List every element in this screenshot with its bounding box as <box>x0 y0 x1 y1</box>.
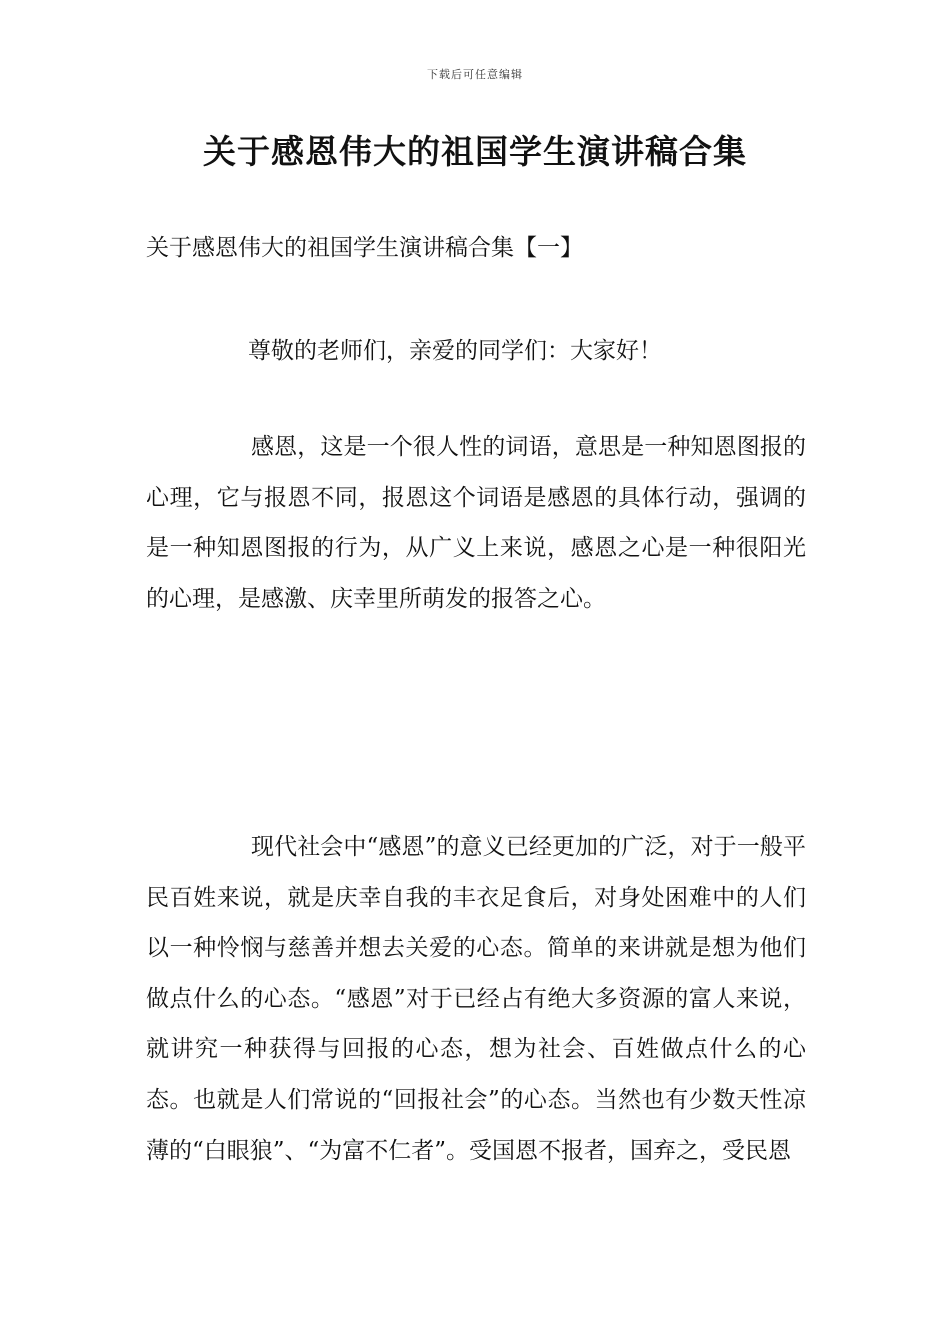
paragraph: 现代社会中“感恩”的意义已经更加的广泛，对于一般平民百姓来说，就是庆幸自我的丰衣足食后，对身处困难中的人们以一种怜悯与慈善并想去关爱的心态。简单的来讲就是想为他们做点什么的心态。“感恩”对于已经占有绝大多资源的富人来说，就讲究一种获得与回报的心态，想为社会、百姓做点什么的心态。也就是人们常说的“回报社会”的心态。当然也有少数天性凉薄的“白眼狼”、“为富不仁者”。受国恩不报者，国弃之，受民恩 <box>146 834 806 1164</box>
header-note: 下载后可任意编辑 <box>427 68 523 81</box>
paragraph: 感恩，这是一个很人性的词语，意思是一种知恩图报的心理，它与报恩不同，报恩这个词语是感恩的具体行动，强调的是一种知恩图报的行为，从广义上来说，感恩之心是一种很阳光的心理，是感激、庆幸里所萌发的报答之心。 <box>146 434 806 612</box>
document-title: 关于感恩伟大的祖国学生演讲稿合集 <box>203 132 747 171</box>
section-heading: 关于感恩伟大的祖国学生演讲稿合集【一】 <box>146 235 583 261</box>
greeting-line: 尊敬的老师们，亲爱的同学们：大家好！ <box>248 338 662 364</box>
